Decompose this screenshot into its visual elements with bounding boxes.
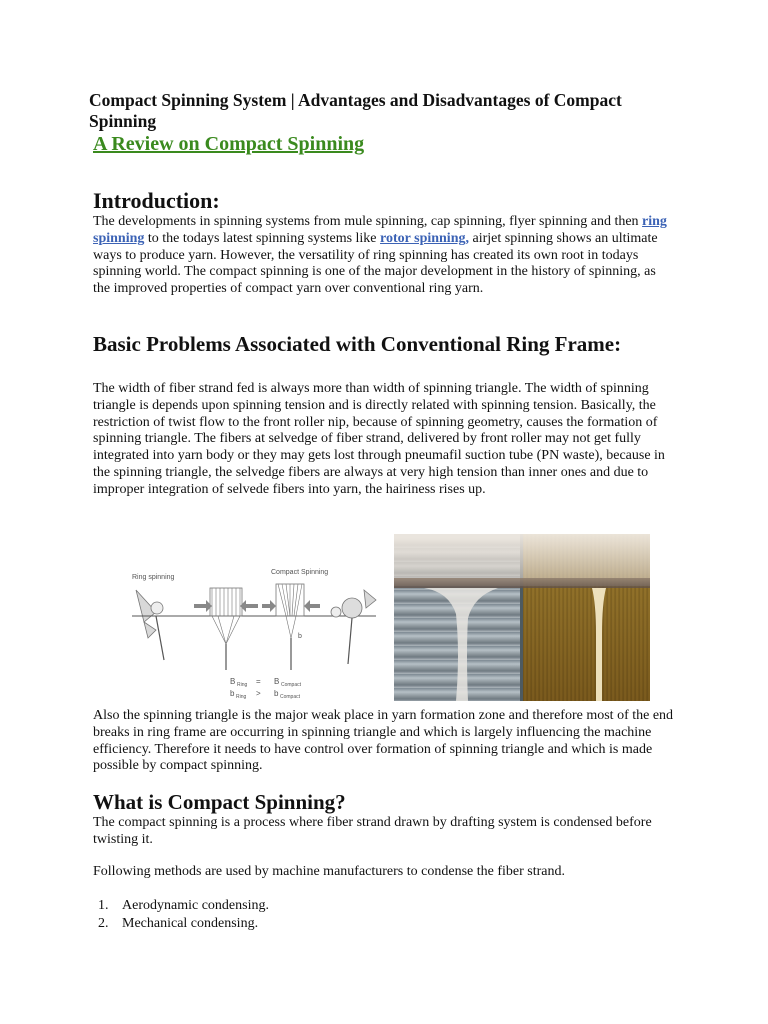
eq1-op: = (256, 677, 261, 686)
eq1-left-sub: Ring (237, 682, 248, 688)
ring-spinning-triangle (424, 588, 498, 701)
intro-text-part1: The developments in spinning systems from mule spinning, cap spinning, flyer spinning and then (93, 214, 643, 229)
compact-b-label: b (298, 633, 302, 640)
eq1-right: B (274, 677, 280, 686)
right-roller-cone (364, 590, 376, 608)
right-spindle (348, 618, 352, 664)
list-number: 1. (98, 898, 109, 913)
document-title: Compact Spinning System | Advantages and Disadvantages of Compact Spinning (89, 90, 622, 131)
spinning-triangle-photo (394, 534, 650, 701)
left-spindle (156, 616, 164, 660)
right-roller-small (331, 607, 341, 617)
list-label: Aerodynamic condensing. (122, 898, 269, 913)
compact-right-arrow (304, 600, 320, 612)
compact-spinning-triangle (592, 588, 606, 701)
introduction-heading: Introduction: (93, 188, 220, 213)
methods-intro-paragraph: Following methods are used by machine manufacturers to condense the fiber strand. (93, 864, 565, 879)
list-item (93, 915, 653, 933)
what-is-compact-paragraph: The compact spinning is a process where fiber strand drawn by drafting system is condensed before twisting it. (93, 815, 652, 847)
left-roller-circle (151, 602, 163, 614)
ring-left-arrow (194, 600, 212, 612)
photo-yarn-overlay (394, 534, 650, 701)
eq2-right-sub: Compact (280, 694, 301, 700)
condensing-methods-list (93, 897, 653, 932)
list-item (93, 897, 653, 915)
list-label: Mechanical condensing. (122, 915, 259, 931)
eq2-left: b (230, 689, 235, 698)
ring-spinning-label: Ring spinning (132, 574, 175, 581)
left-roller-lower (144, 622, 156, 638)
what-is-compact-heading: What is Compact Spinning? (93, 790, 346, 814)
introduction-paragraph (93, 214, 675, 298)
ring-draft-box (210, 588, 242, 616)
intro-text-part3: airjet spinning shows an ultimate ways to produce yarn. However, the versatility of ring spinning has created its own root in todays spinning world. The compact spinning is one of the major development in the history of spinning, as the improved properties of compact yarn over conventional ring yarn. (93, 230, 658, 297)
rotor-spinning-link[interactable]: rotor spinning, (380, 230, 469, 246)
right-roller-big (342, 598, 362, 618)
problems-paragraph: The width of fiber strand fed is always more than width of spinning triangle. The width of spinning triangle is depends upon spinning tension and is directly related with spinning tension. Basically, the restriction of twist flow to the front roller nip, because of spinning geometry, causes the formation of spinning triangle. The fibers at selvedge of fiber strand, delivered by front roller may not get fully integrated into yarn body or they may gets lost through pneumafil suction tube (PN waste), because in the spinning triangle, the selvedge fibers are always at very high tension than inner ones and due to improper integration of selvede fibers into yarn, the hairiness rises up. (93, 381, 665, 497)
compact-spinning-label: Compact Spinning (271, 569, 329, 576)
compact-fiber-lines (278, 584, 302, 638)
spinning-triangle-diagram (126, 560, 388, 700)
document-subtitle: A Review on Compact Spinning (93, 133, 365, 155)
problems-heading: Basic Problems Associated with Conventional Ring Frame: (93, 332, 622, 356)
width-equations (230, 677, 302, 700)
after-figure-paragraph: Also the spinning triangle is the major weak place in yarn formation zone and therefore most of the end breaks in ring frame are occurring in spinning triangle and which is largely influencing the machine efficiency. Therefore it needs to have control over formation of spinning triangle and which is made possible by compact spinning. (93, 708, 674, 774)
ring-right-arrow (240, 600, 258, 612)
eq2-op: > (256, 689, 261, 698)
compact-left-arrow (262, 600, 276, 612)
eq1-right-sub: Compact (281, 682, 302, 688)
eq2-left-sub: Ring (236, 694, 247, 700)
list-number: 2. (98, 915, 109, 931)
intro-text-part2: to the todays latest spinning systems like (144, 230, 381, 246)
eq2-right: b (274, 689, 279, 698)
eq1-left: B (230, 677, 236, 686)
ring-spinning-link[interactable]: ring spinning (93, 214, 667, 246)
